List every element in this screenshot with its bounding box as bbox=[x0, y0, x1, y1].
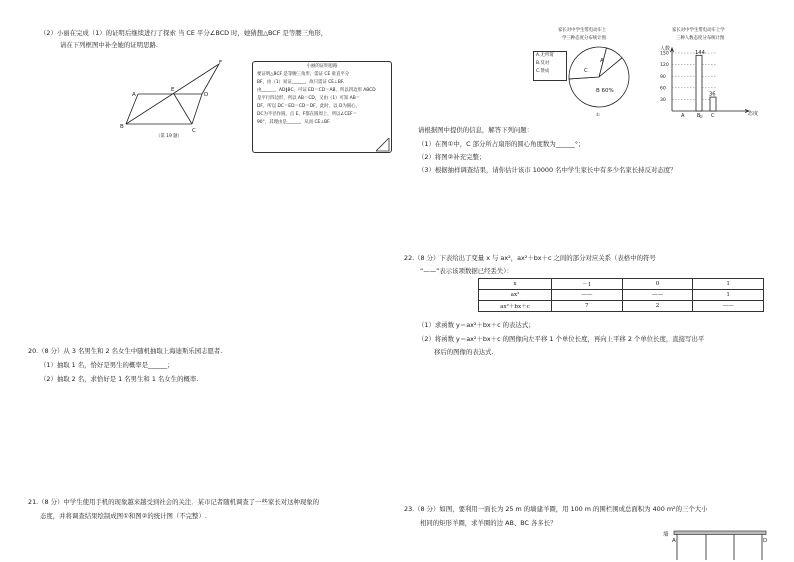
bar-title-line1: 家长对中学生带电动车上学 bbox=[672, 28, 725, 33]
q23-figure bbox=[660, 528, 772, 560]
label-c: C bbox=[192, 128, 196, 134]
table-row bbox=[479, 279, 764, 290]
pie-label-b: B 60% bbox=[596, 88, 614, 94]
q20-part1: （1）抽取 1 名，恰好是男生的概率是______； bbox=[40, 361, 174, 369]
proof-note-box bbox=[252, 61, 392, 153]
q19-figure-caption: （第 19 题） bbox=[156, 134, 182, 139]
table-cell: －1 bbox=[552, 279, 623, 290]
table-row bbox=[479, 301, 764, 312]
q22-line2: “——”表示该项数据已经丢失）： bbox=[420, 267, 513, 275]
table-cell: 0 bbox=[622, 279, 693, 290]
table-row bbox=[479, 290, 764, 301]
label-a: A bbox=[132, 92, 136, 98]
q21-line1: 21.（8 分）中学生使用手机的现象越来越受到社会的关注．某市记者随机调查了一些家长对这种现象的 bbox=[28, 498, 320, 506]
pie-chart bbox=[566, 44, 632, 110]
table-cell: 1 bbox=[693, 279, 764, 290]
proof-note-line: 由______，AD∥BC，可证 ED＝CD＝AB，所以四边形 ABCD bbox=[257, 88, 376, 93]
bar-ytick-label: 120 bbox=[660, 63, 669, 69]
q21-part1: （1）在图①中，C 部分所占扇形的圆心角度数为______°； bbox=[418, 140, 585, 148]
proof-note-line: DF，所以 DC＝ED＝CD＝DF，此时，以 D为圆心， bbox=[257, 104, 360, 109]
bar-b bbox=[696, 55, 702, 111]
segment-EC bbox=[174, 94, 192, 124]
table-cell: 1 bbox=[693, 290, 764, 301]
table-cell: ax²＋bx＋c bbox=[479, 301, 552, 312]
proof-note-title: 小丽的证明思路 bbox=[306, 64, 338, 69]
bar-xtick-label: B bbox=[697, 113, 701, 119]
table-cell: —— bbox=[552, 290, 623, 301]
pie-label-c: C bbox=[584, 68, 588, 74]
pie-label-a: A bbox=[600, 58, 604, 64]
q19-part2-line2: 请在下列框图中补全她的证明思路. bbox=[60, 41, 158, 49]
proof-note-line: BF，由（1）易证______，故只需证 CE⊥BF. bbox=[257, 80, 345, 85]
bar-c bbox=[710, 97, 716, 111]
proof-note-line: 是平行四边形，所以 AB＝CD，又由（1）可知 AB＝ bbox=[257, 96, 361, 101]
label-b: B bbox=[120, 124, 124, 130]
bar-value-label: 36 bbox=[709, 91, 716, 98]
table-cell: —— bbox=[693, 301, 764, 312]
label-d: D bbox=[204, 92, 209, 98]
q19-part2-line1: （2）小丽在完成（1）的证明后继续进行了探索 当 CE 平分∠BCD 时，她猜想△BCF 是等腰三角形， bbox=[40, 29, 328, 37]
q22-part1: （1）求函数 y＝ax²＋bx＋c 的表达式； bbox=[418, 321, 535, 329]
proof-note-line: DC为半径作圆，点 E、F都在圆周上，所以∠CEF＝ bbox=[257, 112, 358, 117]
q21-intro: 请根据图中提供的信息，解答下列问题： bbox=[418, 126, 534, 134]
pie-legend-item: C.赞成 bbox=[536, 69, 550, 74]
bar-xlabel: 态度 bbox=[748, 111, 759, 117]
table-cell: x bbox=[479, 279, 552, 290]
label-e: E bbox=[171, 87, 175, 93]
label-a: A bbox=[672, 538, 676, 544]
q20-stem: 20.（8 分）从 3 名男生和 2 名女生中随机抽取上海迪斯乐园志愿者. bbox=[28, 347, 223, 355]
segment-CD bbox=[192, 94, 202, 124]
table-cell: 7 bbox=[552, 301, 623, 312]
bar-chart bbox=[650, 43, 780, 123]
q21-part2: （2）将图②补充完整； bbox=[418, 153, 486, 161]
q21-line2: 态度，并将调查结果绘制成图①和图②的统计图（不完整）. bbox=[40, 512, 207, 520]
label-d: D bbox=[763, 538, 768, 544]
bar-ytick-label: 30 bbox=[660, 98, 666, 103]
bar-caption: ② bbox=[699, 115, 703, 120]
pie-legend-item: B.反对 bbox=[536, 61, 550, 66]
q22-table bbox=[478, 278, 764, 312]
bar-title-line2: 三种人数态度分布统计图 bbox=[676, 36, 725, 41]
q22-line1: 22.（8 分）下表给出了变量 x 与 ax²，ax²＋bx＋c 之间的部分对应关系（表格中的符号 bbox=[404, 254, 656, 262]
bar-xtick-label: C bbox=[711, 113, 715, 119]
q19-figure bbox=[118, 58, 228, 142]
q23-line1: 23.（8 分）如图，要利用一面长为 25 m 的墙建羊圈，用 100 m 的围栏围成总面积为 400 m²的三个大小 bbox=[404, 505, 708, 513]
bar-xtick-label: A bbox=[681, 113, 685, 119]
wall bbox=[674, 531, 766, 535]
pie-title-line1: 家长对中学生带电动车上 bbox=[558, 28, 607, 33]
table-cell: 2 bbox=[622, 301, 693, 312]
q22-part2-line1: （2）将函数 y＝ax²＋bx＋c 的图像向左平移 1 个单位长度，再向上平移 2 个单位长度，直接写出平 bbox=[418, 335, 705, 343]
wall-label: 墙 bbox=[663, 532, 669, 538]
proof-note-line: 90°，其理由是______，从而 CE⊥BF. bbox=[257, 120, 331, 125]
table-cell: —— bbox=[622, 290, 693, 301]
q20-part2: （2）抽取 2 名，求恰好是 1 名男生和 1 名女生的概率. bbox=[40, 375, 199, 383]
segment-DF bbox=[202, 64, 219, 94]
bar-ylabel: 人数 bbox=[660, 46, 671, 52]
table-cell: ax² bbox=[479, 290, 552, 301]
proof-note-line: 要证明△BCF 是等腰三角形，需证 CE 垂直平分 bbox=[257, 72, 350, 77]
pie-caption: ① bbox=[596, 113, 600, 118]
q22-part2-line2: 移后的图像的表达式. bbox=[434, 348, 494, 356]
label-f: F bbox=[219, 60, 223, 66]
bar-ytick-label: 60 bbox=[660, 86, 666, 92]
note-folded-corner bbox=[376, 138, 392, 154]
bar-ytick-label: 150 bbox=[660, 51, 669, 57]
q23-line2: 相同的矩形羊圈，求羊圈的边 AB、BC 各多长？ bbox=[420, 519, 557, 527]
q21-part3: （3）根据抽样调查结果，请你估计该市 10000 名中学生家长中有多少名家长持反对态度？ bbox=[418, 166, 677, 174]
pie-legend-item: A.无所谓 bbox=[536, 53, 554, 58]
pie-legend bbox=[533, 51, 567, 81]
bar-value-label: 144 bbox=[695, 49, 705, 56]
segment-BA bbox=[126, 94, 138, 124]
bar-ytick-label: 90 bbox=[660, 74, 666, 80]
pie-title-line2: 学三种态度分布统计图 bbox=[562, 36, 606, 41]
